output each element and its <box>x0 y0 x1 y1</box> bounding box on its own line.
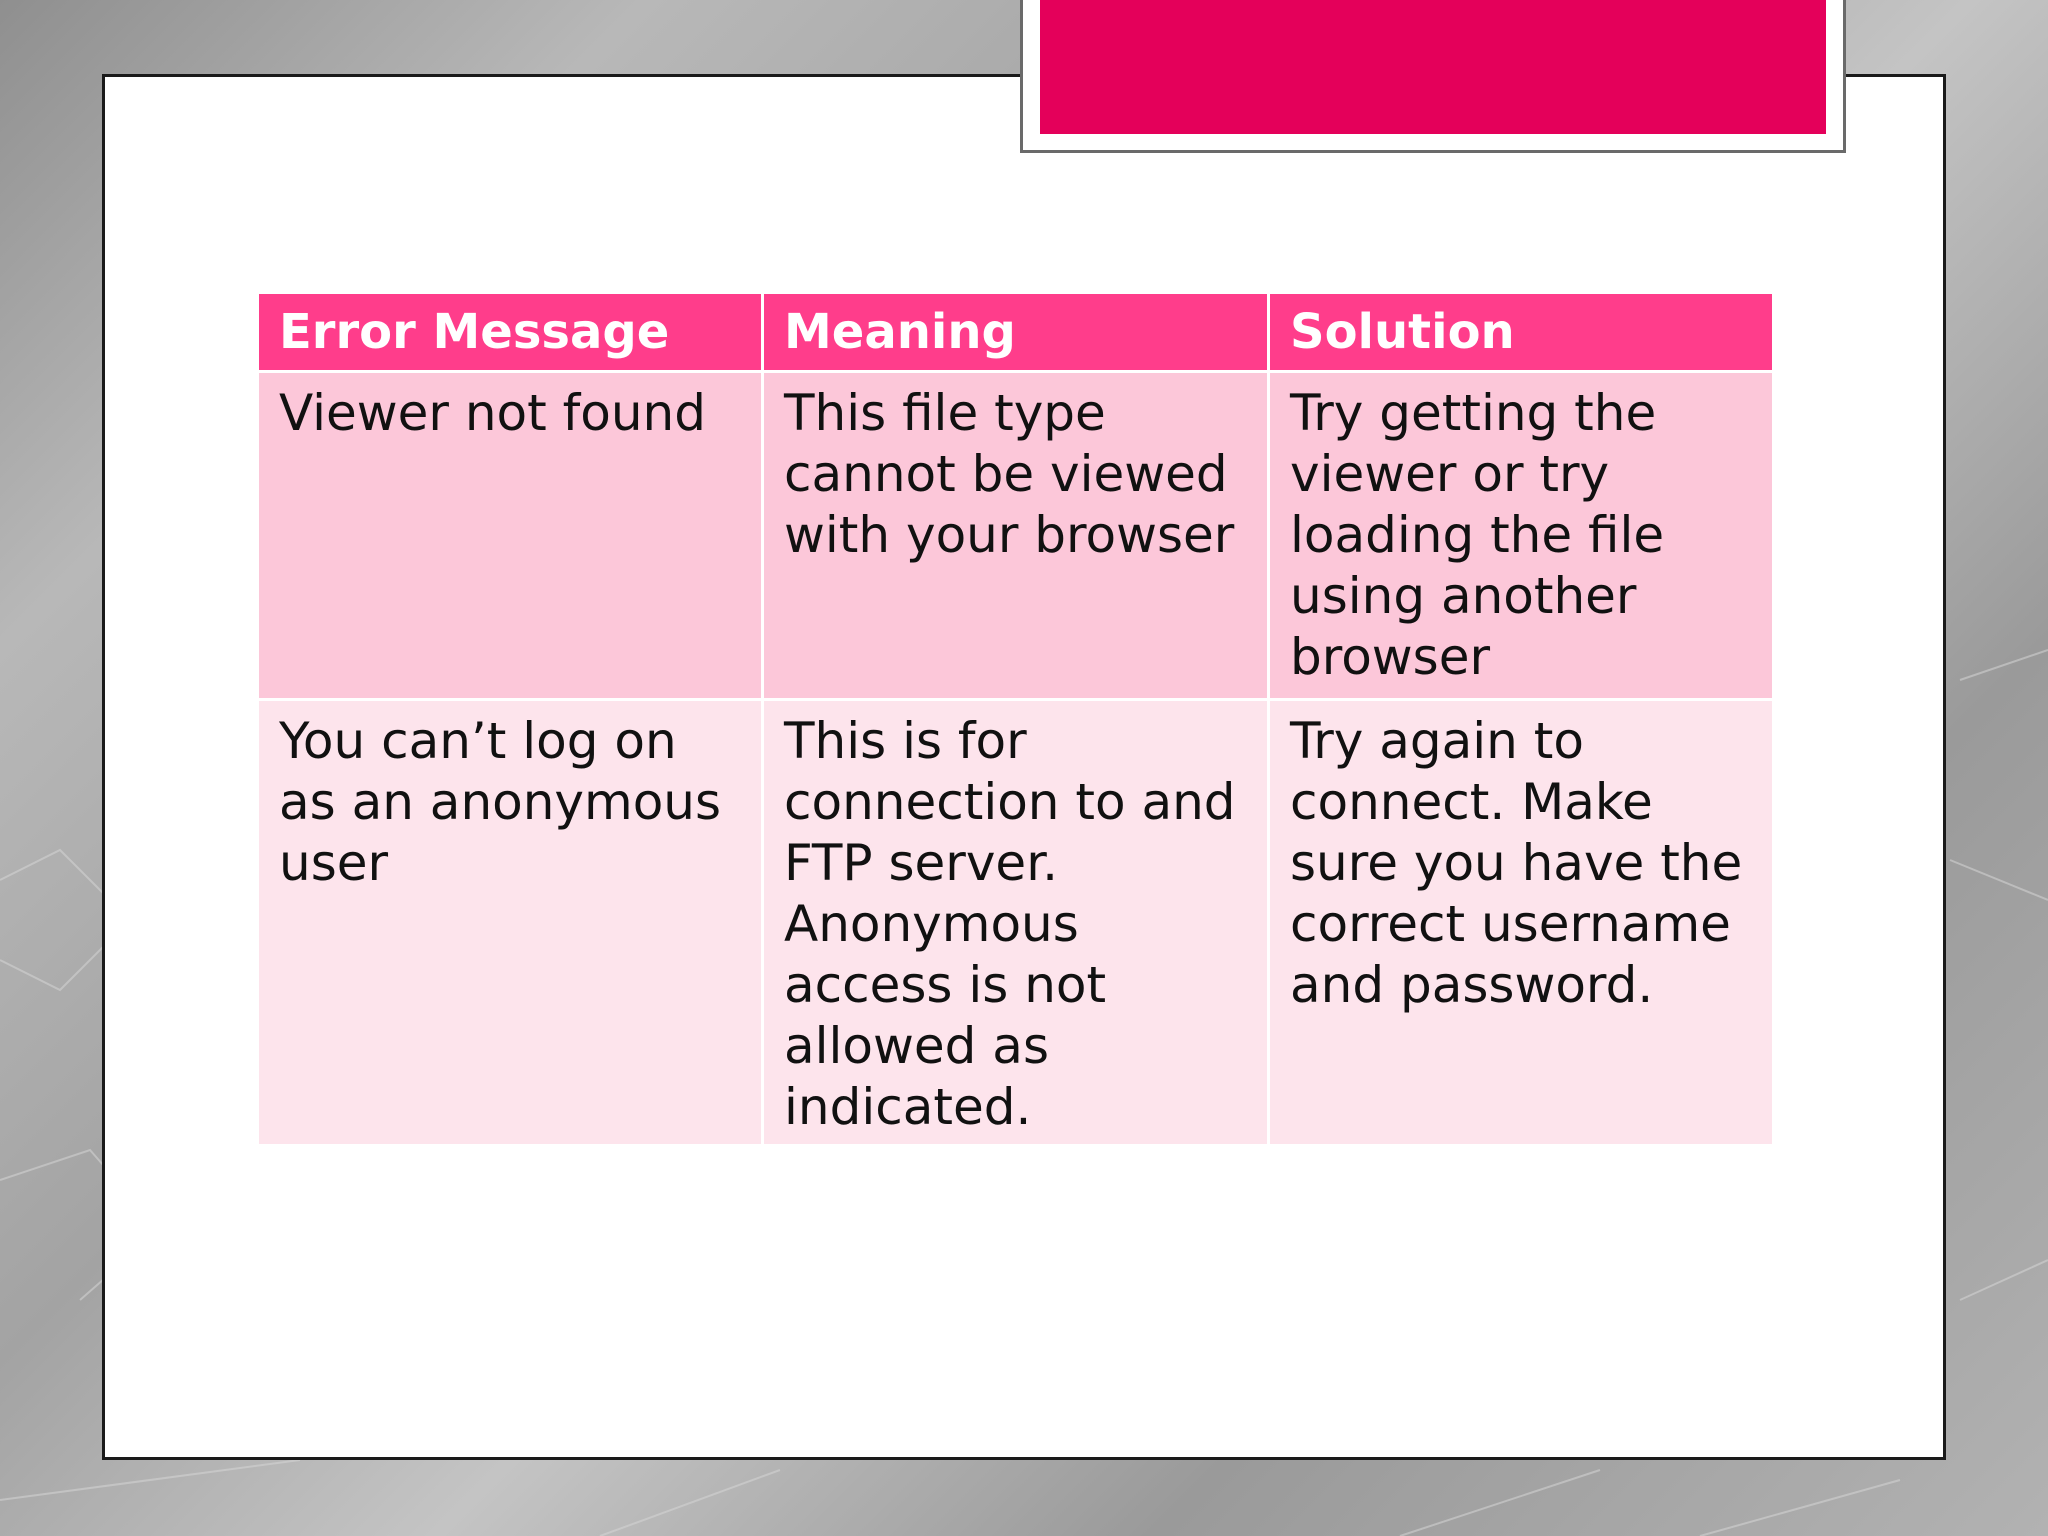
cell-error-message: Viewer not found <box>258 372 763 700</box>
table-header-row <box>258 293 1774 372</box>
table-row <box>258 372 1774 700</box>
header-solution: Solution <box>1269 293 1774 372</box>
cell-meaning: This file type cannot be viewed with your browser <box>763 372 1269 700</box>
cell-meaning: This is for connection to and FTP server. Anonymous access is not allowed as indicated. <box>763 700 1269 1146</box>
error-table <box>256 291 1775 1147</box>
table-row <box>258 700 1774 1146</box>
header-meaning: Meaning <box>763 293 1269 372</box>
cell-solution: Try getting the viewer or try loading the file using another browser <box>1269 372 1774 700</box>
header-error-message: Error Message <box>258 293 763 372</box>
cell-error-message: You can’t log on as an anonymous user <box>258 700 763 1146</box>
cell-solution: Try again to connect. Make sure you have the correct username and password. <box>1269 700 1774 1146</box>
title-tab-accent <box>1040 0 1826 134</box>
error-table-container <box>256 291 1772 1147</box>
